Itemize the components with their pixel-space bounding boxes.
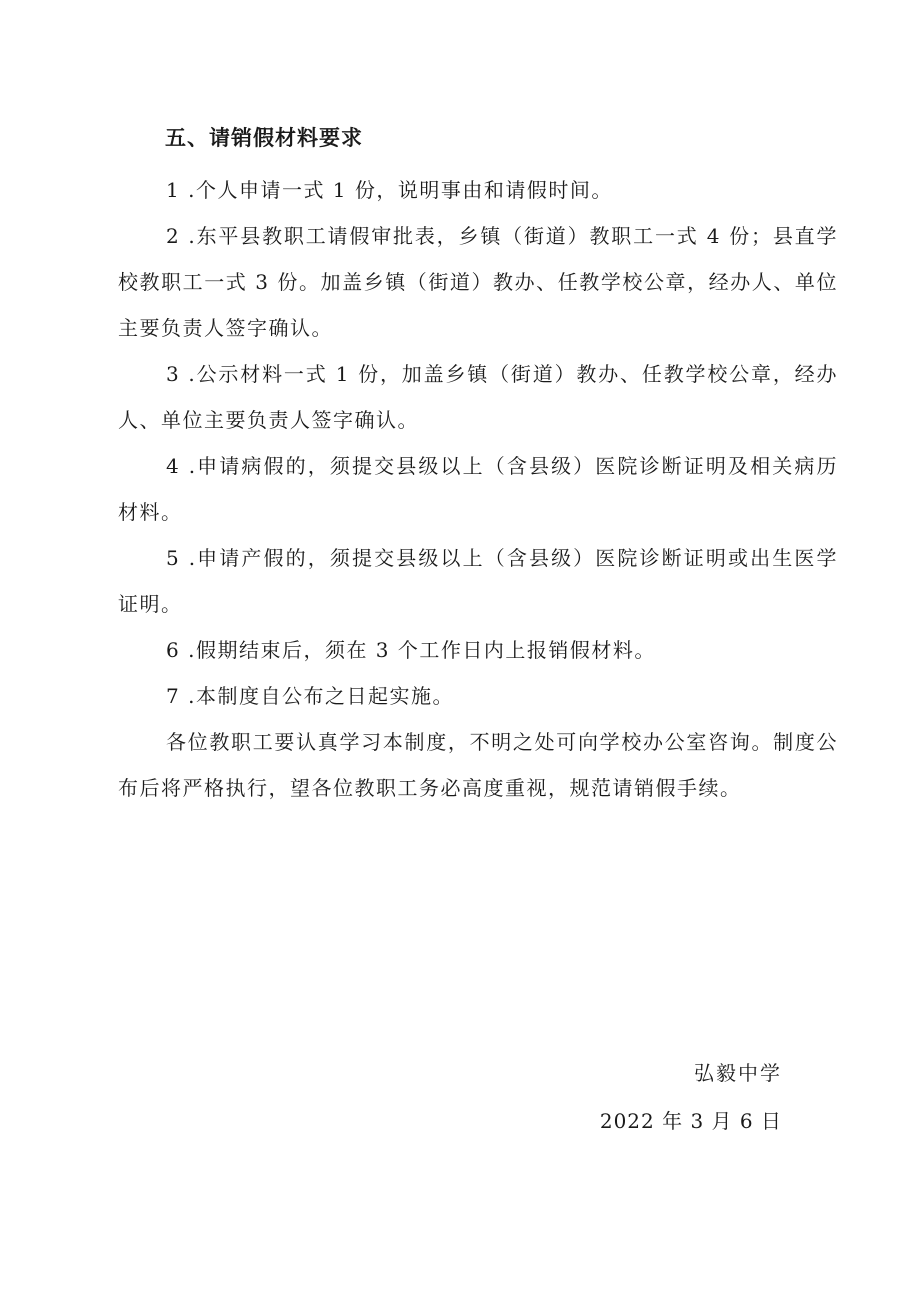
- list-item: 1 .个人申请一式 1 份，说明事由和请假时间。: [166, 178, 613, 202]
- list-item: 5 .申请产假的，须提交县级以上（含县级）医院诊断证明或出生医学证明。: [118, 546, 838, 616]
- list-item: 3 .公示材料一式 1 份，加盖乡镇（街道）教办、任教学校公章，经办人、单位主要负责人签字确认。: [118, 362, 838, 432]
- issue-date: 2022 年 3 月 6 日: [599, 1109, 782, 1133]
- list-item: 7 .本制度自公布之日起实施。: [166, 684, 454, 708]
- list-item: 6 .假期结束后，须在 3 个工作日内上报销假材料。: [166, 638, 656, 662]
- list-item: 4 .申请病假的，须提交县级以上（含县级）医院诊断证明及相关病历材料。: [118, 454, 838, 524]
- list-item: 2 .东平县教职工请假审批表，乡镇（街道）教职工一式 4 份；县直学校教职工一式 3 份。加盖乡镇（街道）教办、任教学校公章，经办人、单位主要负责人签字确认。: [118, 224, 838, 340]
- requirements-list: [118, 167, 838, 811]
- section-heading: 五、请销假材料要求: [165, 126, 363, 150]
- closing-paragraph: 各位教职工要认真学习本制度，不明之处可向学校办公室咨询。制度公布后将严格执行，望各位教职工务必高度重视，规范请销假手续。: [118, 730, 838, 800]
- issuing-organization: 弘毅中学: [694, 1061, 782, 1085]
